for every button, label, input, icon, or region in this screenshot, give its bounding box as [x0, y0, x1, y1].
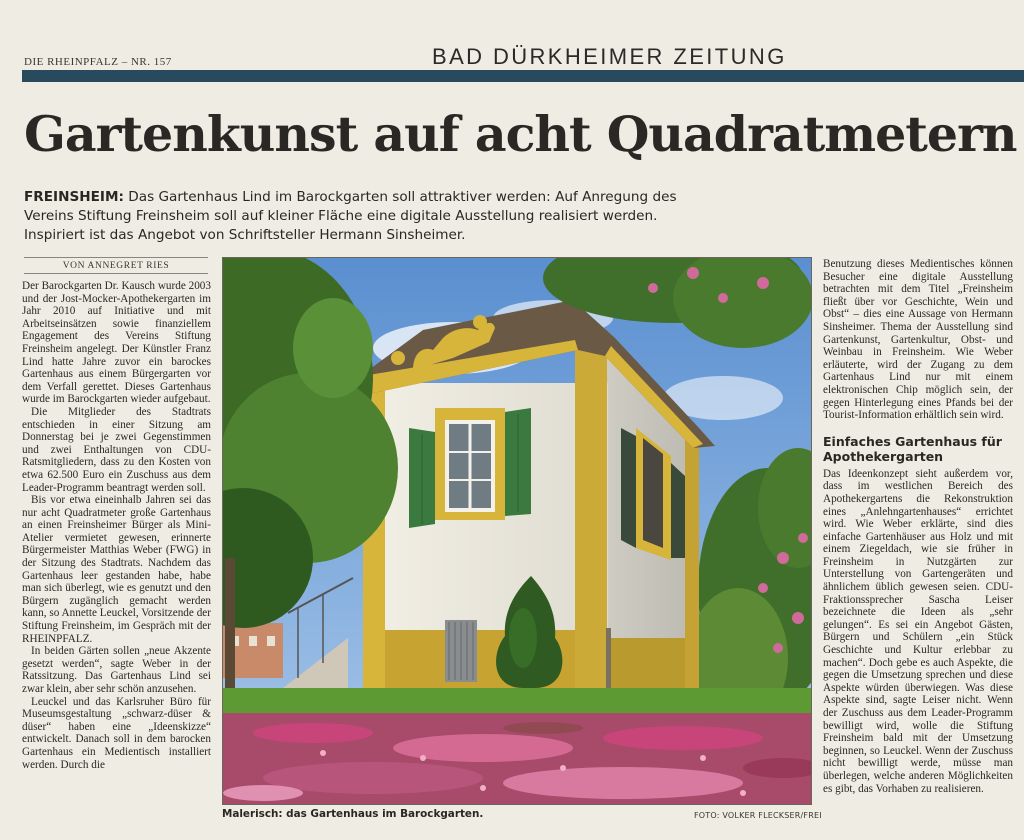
article-headline: Gartenkunst auf acht Quadratmetern [24, 105, 1017, 163]
body-paragraph: Bis vor etwa eineinhalb Jahren sei das nur acht Quadratmeter große Gartenhaus an einen Freinsheimer Bürger als Mini-Atelier vermietet gewesen, erinnerte Bürgermeister Matthias Weber (FWG) in der Sitzung des Stadtrats. Nachdem das Gartenhaus leer gestanden habe, habe man sich überlegt, wie es genutzt und den Bürgern zugänglich gemacht werden kann, so Annette Leuckel, Vorsitzende der Stiftung Freinsheim, im Gespräch mit der RHEINPFALZ. [22, 494, 211, 645]
article-photo [222, 257, 812, 805]
photo-credit: FOTO: VOLKER FLECKSER/FREI [694, 811, 822, 820]
body-paragraph: Leuckel und das Karlsruher Büro für Museumsgestaltung „schwarz-düser & düser“ haben eine „Ideenskizze“ entwickelt. Danach soll in dem barocken Gartenhaus ein Medientisch installiert werden. Durch die [22, 695, 211, 771]
garden-house-illustration [223, 258, 811, 804]
body-column-left [22, 280, 211, 771]
newspaper-section-title: BAD DÜRKHEIMER ZEITUNG [432, 44, 787, 69]
section-subheading: Einfaches Gartenhaus für Apothekergarten [823, 433, 1002, 464]
body-paragraph: Der Barockgarten Dr. Kausch wurde 2003 und der Jost-Mocker-Apothekergarten im Jahr 2010 auf Initiative und mit Arbeitseinsätzen sowie finanziellem Engagement des Vereins Stiftung Freinsheim angelegt. Der Künstler Franz Lind hatte Jahre zuvor ein barockes Gartenhaus aus einem Bürgergarten vor dem Verfall gerettet. Dieses Gartenhaus wurde im Barockgarten wieder aufgebaut. [22, 280, 211, 406]
body-paragraph: In beiden Gärten sollen „neue Akzente gesetzt werden“, sagte Weber in der Ratssitzung. Das Gartenhaus Lind sei zwar klein, aber sehr schön anzusehen. [22, 645, 211, 695]
lead-text: Das Gartenhaus Lind im Barockgarten soll attraktiver werden: Auf Anregung des Vereins Stiftung Freinsheim soll auf kleiner Fläche eine digitale Ausstellung realisiert werden. Inspiriert ist das Angebot von Schriftsteller Hermann Sinsheimer. [24, 189, 677, 243]
byline: VON ANNEGRET RIES [24, 257, 208, 274]
photo-caption: Malerisch: das Gartenhaus im Barockgarten. [222, 808, 484, 820]
masthead-rule [22, 70, 1024, 82]
lead-dateline: FREINSHEIM: [24, 189, 124, 205]
newspaper-issue-label: DIE RHEINPFALZ – NR. 157 [24, 56, 172, 68]
article-lead [24, 188, 684, 245]
body-paragraph: Die Mitglieder des Stadtrats entschieden in einer Sitzung am Donnerstag bei je zwei Gegenstimmen und zwei Enthaltungen von CDU-Ratsmitgliedern, dass zu den Kosten von etwa 62.500 Euro ein Zuschuss aus dem Leader-Programm beantragt werden soll. [22, 405, 211, 494]
body-paragraph: Das Ideenkonzept sieht außerdem vor, dass im westlichen Bereich des Apothekergartens die Rekonstruktion eines „Anlehngartenhauses“ errichtet wird. Wie Weber erklärte, sind dies einfache Gartenhäuser aus Holz und mit einem Ziegeldach, wie sie früher in Freinsheim in Nutzgärten zur Unterstellung von Gartengeräten und ähnlichem üblich gewesen seien. CDU-Fraktionssprecher Sascha Leiser bezeichnete die Ideen als „sehr gelungen“. Es sei ein Angebot Gästen, Bürgern und Schülern „ein Stück Geschichte und Kultur erlebbar zu machen“. Doch gebe es auch Aspekte, die gegen die Umsetzung sprechen und diese Aspekte würden überwiegen. Was diese Aspekte sind, sagte Leiser nicht. Wenn der Zuschuss aus dem Leader-Programm bewilligt wird, wolle die Stiftung Freinsheim bald mit der Umsetzung beginnen, so Leuckel. Wenn der Zuschuss nicht bewilligt werde, müsse man überlegen, welche anderen Möglichkeiten es gibt, das Vorhaben zu realisieren. [823, 467, 1013, 795]
body-paragraph: Benutzung dieses Medientisches können Besucher eine digitale Ausstellung betrachten mit dem Titel „Freinsheim fließt über vor Geschichte, Wein und Obst“ – dies eine Aussage von Hermann Sinsheimer. Thema der Ausstellung sind Gartenkunst, Gartenkultur, Obst- und Weinbau in Freinsheim. Wie Weber erläuterte, wird der Zugang zu dem Gartenhaus Lind nur mit einem elektronischen Chip möglich sein, der gegen Hinterlegung eines Pfands bei der Tourist-Information erhältlich sein wird. [823, 258, 1013, 422]
body-column-right [823, 258, 1013, 795]
